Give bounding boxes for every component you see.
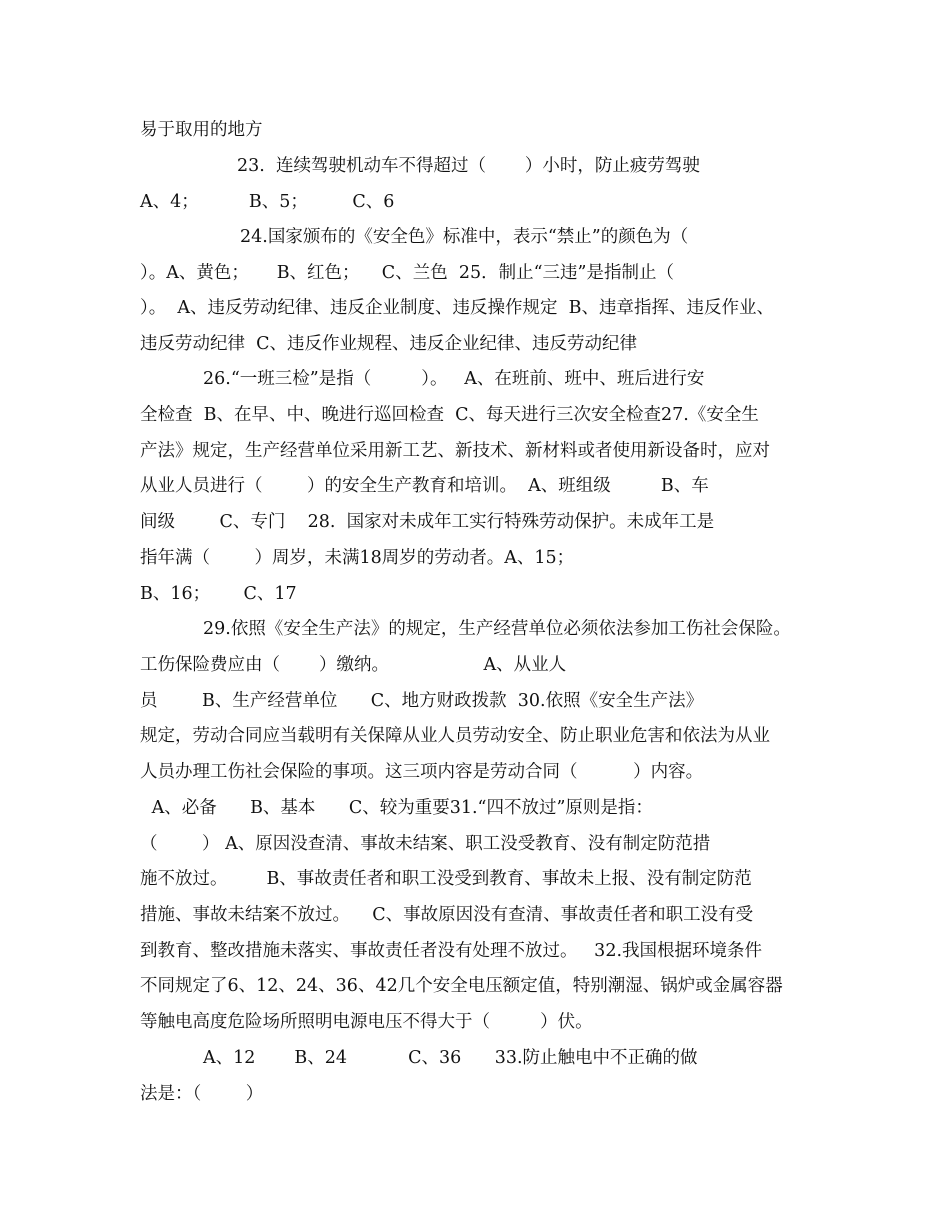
options-28: B、16； C、17 xyxy=(140,584,297,604)
text-line: A、必备 B、基本 C、较为重要31.“四不放过”原则是指： xyxy=(146,798,653,818)
text-line: 从业人员进行（ ）的安全生产教育和培训。 A、班组级 B、车 xyxy=(140,476,709,496)
options-32: A、12 B、24 C、36 33.防止触电中不正确的做 xyxy=(203,1048,698,1068)
question-26: 26.“一班三检”是指（ ）。 A、在班前、班中、班后进行安 xyxy=(203,369,705,389)
text-line: 易于取用的地方 xyxy=(140,120,263,140)
text-line: ）。A、黄色； B、红色； C、兰色 25．制止“三违”是指制止（ xyxy=(140,263,674,283)
text-line: 措施、事故未结案不放过。 C、事故原因没有查清、事故责任者和职工没有受 xyxy=(140,905,754,925)
text-line: 到教育、整改措施未落实、事故责任者没有处理不放过。 32.我国根据环境条件 xyxy=(140,941,763,961)
text-line: 全检查 B、在早、中、晚进行巡回检查 C、每天进行三次安全检查27.《安全生 xyxy=(140,405,759,425)
text-line: 间级 C、专门 28. 国家对未成年工实行特殊劳动保护。未成年工是 xyxy=(140,512,715,532)
question-24: 24.国家颁布的《安全色》标准中，表示“禁止”的颜色为（ xyxy=(240,227,689,247)
text-line: 工伤保险费应由（ ）缴纳。 A、从业人 xyxy=(140,655,567,675)
question-29: 29.依照《安全生产法》的规定，生产经营单位必须依法参加工伤社会保险。 xyxy=(203,619,791,639)
text-line: 规定，劳动合同应当载明有关保障从业人员劳动安全、防止职业危害和依法为从业 xyxy=(140,726,770,746)
text-line: 不同规定了6、12、24、36、42几个安全电压额定值，特别潮湿、锅炉或金属容器 xyxy=(140,976,783,996)
text-line: 等触电高度危险场所照明电源电压不得大于（ ）伏。 xyxy=(140,1012,593,1032)
text-line: （ ） A、原因没查清、事故未结案、职工没受教育、没有制定防范措 xyxy=(140,834,711,854)
text-line: 人员办理工伤社会保险的事项。这三项内容是劳动合同（ ）内容。 xyxy=(140,762,704,782)
text-line: ）。 A、违反劳动纪律、违反企业制度、违反操作规定 B、违章指挥、违反作业、 xyxy=(140,298,774,318)
text-line: 指年满（ ）周岁，未满18周岁的劳动者。A、15； xyxy=(140,548,575,568)
options-23: A、4； B、5； C、6 xyxy=(140,192,395,212)
text-line: 违反劳动纪律 C、违反作业规程、违反企业纪律、违反劳动纪律 xyxy=(140,334,638,354)
text-line: 员 B、生产经营单位 C、地方财政拨款 30.依照《安全生产法》 xyxy=(140,691,704,711)
text-line: 施不放过。 B、事故责任者和职工没受到教育、事故未上报、没有制定防范 xyxy=(140,869,752,889)
question-23: 23. 连续驾驶机动车不得超过（ ）小时，防止疲劳驾驶 xyxy=(237,156,700,176)
question-33: 法是：（ ） xyxy=(140,1084,264,1104)
text-line: 产法》规定，生产经营单位采用新工艺、新技术、新材料或者使用新设备时，应对 xyxy=(140,441,770,461)
